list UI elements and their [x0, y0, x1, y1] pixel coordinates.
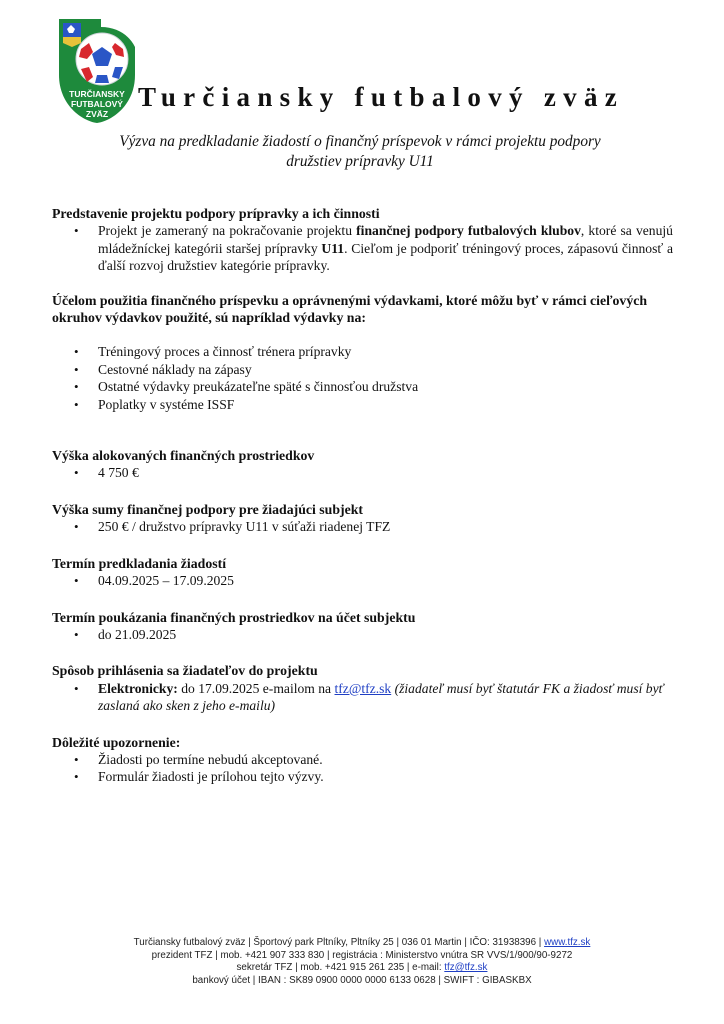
- section-heading: Termín poukázania finančných prostriedkov na účet subjektu: [52, 609, 416, 625]
- logo-shield-icon: [57, 17, 137, 125]
- list-item: • Formulár žiadosti je prílohou tejto výzvy.: [98, 768, 673, 785]
- footer-email-link[interactable]: tfz@tfz.sk: [444, 962, 488, 973]
- list-item: • do 21.09.2025: [98, 626, 673, 643]
- section-payment-deadline: [52, 609, 673, 644]
- organization-title: Turčiansky futbalový zväz: [138, 82, 625, 112]
- list-item: • Ostatné výdavky preukázateľne späté s činnosťou družstva: [98, 378, 673, 395]
- list-item: [98, 222, 673, 274]
- section-eligible-expenses: [52, 292, 673, 413]
- intro-text: , ktoré sa venujú mládežníckej kategórii staršej prípravky: [98, 223, 673, 256]
- section-heading: Spôsob prihlásenia sa žiadateľov do projektu: [52, 663, 318, 679]
- subtitle-line-2: družstiev prípravky U11: [286, 153, 434, 170]
- section-submission-deadline: [52, 555, 673, 590]
- footer-line-secretary: [60, 962, 664, 975]
- intro-bold-category: U11: [321, 240, 345, 256]
- footer-line-president: prezident TFZ | mob. +421 907 333 830 | registrácia : Ministerstvo vnútra SR VVS/1/900/90-9272: [151, 949, 573, 961]
- document-subtitle: [60, 132, 660, 172]
- footer-line-address: [60, 937, 664, 950]
- website-link[interactable]: www.tfz.sk: [544, 937, 591, 948]
- application-note: (žiadateľ musí byť štatutár FK a žiadosť musí byť zaslaná ako sken z jeho e-mailu): [98, 680, 664, 714]
- tfz-logo: [57, 17, 137, 125]
- section-heading: Výška alokovaných finančných prostriedkov: [52, 448, 315, 464]
- footer-secretary-text: sekretár TFZ | mob. +421 915 261 235 | e-mail:: [236, 962, 445, 973]
- section-heading: Účelom použitia finančného príspevku a oprávnenými výdavkami, ktoré môžu byť v rámci cieľových okruhov výdavkov použité, sú napríklad výdavky na:: [52, 292, 648, 326]
- list-item: • Tréningový proces a činnosť trénera prípravky: [98, 343, 673, 360]
- intro-text: Projekt je zameraný na pokračovanie projektu: [98, 223, 357, 239]
- section-heading: Výška sumy finančnej podpory pre žiadajúci subjekt: [52, 501, 363, 517]
- list-item: [98, 680, 673, 715]
- section-application-method: [52, 662, 673, 714]
- section-support-amount: [52, 501, 673, 536]
- section-heading: Predstavenie projektu podpory prípravky a ich činnosti: [52, 206, 380, 221]
- section-important-notice: [52, 734, 673, 786]
- list-item: • 4 750 €: [98, 464, 673, 481]
- list-item: • Cestovné náklady na zápasy: [98, 361, 673, 378]
- list-item: • Poplatky v systéme ISSF: [98, 396, 673, 413]
- application-text: do 17.09.2025 e-mailom na: [177, 680, 335, 696]
- logo-text-line1: TURČIANSKY: [69, 89, 125, 99]
- list-item: • Žiadosti po termíne nebudú akceptované.: [98, 751, 673, 768]
- list-item: • 250 € / družstvo prípravky U11 v súťaži riadenej TFZ: [98, 518, 673, 535]
- intro-bold-text: finančnej podpory futbalových klubov: [356, 223, 581, 239]
- section-allocation: [52, 447, 673, 482]
- subtitle-line-1: Výzva na predkladanie žiadostí o finančný príspevok v rámci projektu podpory: [119, 133, 601, 150]
- footer-line-bank: bankový účet | IBAN : SK89 0900 0000 0000 6133 0628 | SWIFT : GIBASKBX: [192, 974, 532, 986]
- logo-text-line3: ZVÄZ: [85, 109, 109, 119]
- document-body: [52, 205, 673, 786]
- logo-text-line2: FUTBALOVÝ: [71, 99, 123, 109]
- intro-text: . Cieľom je podporiť tréningový proces, zápasovú činnosť a ďalší rozvoj družstiev kategórie prípravky.: [98, 240, 673, 274]
- list-item: • 04.09.2025 – 17.09.2025: [98, 572, 673, 589]
- application-method-label: Elektronicky:: [98, 680, 178, 696]
- section-heading: Termín predkladania žiadostí: [52, 555, 227, 571]
- footer-address-text: Turčiansky futbalový zväz | Športový park Pltníky, Pltníky 25 | 036 01 Martin | IČO: 31938396 |: [133, 937, 545, 948]
- section-project-intro: [52, 205, 673, 275]
- email-link[interactable]: tfz@tfz.sk: [334, 680, 392, 696]
- section-heading: Dôležité upozornenie:: [52, 734, 181, 750]
- page-footer: [60, 937, 664, 987]
